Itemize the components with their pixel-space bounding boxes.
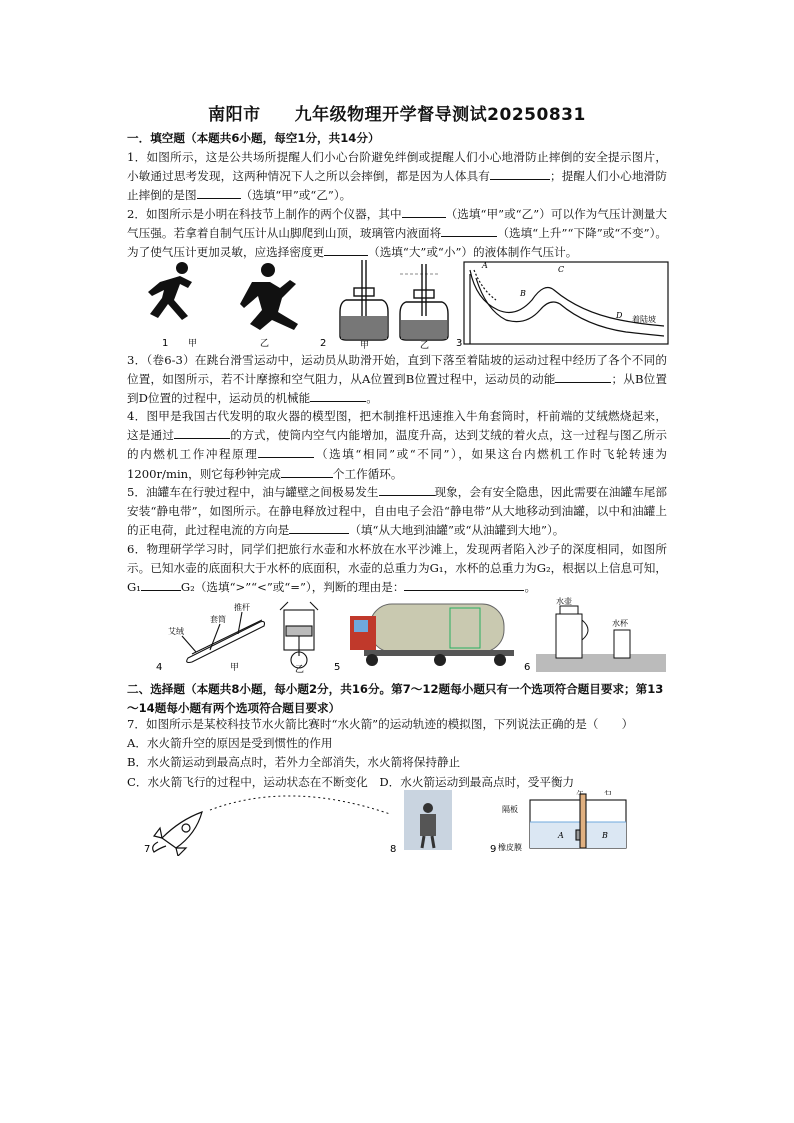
question-6: 6．物理研学学习时，同学们把旅行水壶和水杯放在水平沙滩上，发现两者陷入沙子的深度相同，如图所示。已知水壶的底面积大于水杯的底面积，水壶的总重力为G₁，水杯的总重力为G₂，根据以上信息可知，G₁ G₂（选填“>”“<”或“=”），判断的理由是： 。 xyxy=(127,542,667,595)
title-main: 九年级物理开学督导测试20250831 xyxy=(294,105,586,125)
fig3-number: 3 xyxy=(456,338,463,349)
figures-4-5-6 xyxy=(150,596,670,678)
answer-blank[interactable] xyxy=(310,389,366,402)
fig4-jia-label: 甲 xyxy=(230,663,240,673)
fig2-jia-label: 甲 xyxy=(360,341,370,350)
fig4-number: 4 xyxy=(156,662,163,673)
answer-blank[interactable] xyxy=(404,578,524,591)
section1-heading: 一．填空题（本题共6小题，每空1分，共14分） xyxy=(127,131,380,145)
question-4: 4．图甲是我国古代发明的取火器的模型图，把木制推杆迅速推入牛角套筒时，杆前端的艾绒燃烧起来，这是通过 的方式，使筒内空气内能增加，温度升高，达到艾绒的着火点，这一过程与图乙所示的内燃机工作冲程原理 （选填“相同”或“不同”），如果这台内燃机工作时飞轮转速为1200r/min，则它每秒钟完成 个工作循环。 xyxy=(127,409,667,481)
question-2: 2．如图所示是小明在科技节上制作的两个仪器，其中 （选填“甲”或“乙”）可以作为气压计测量大气压强。若拿着自制气压计从山脚爬到山顶，玻璃管内液面将 （选填“上升”“下降”或“不变”）。为了使气压计更加灵敏，应选择密度更 （选填“大”或“小”）的液体制作气压计。 xyxy=(127,207,667,260)
barometer-jia-icon xyxy=(340,260,388,340)
fig4-rod-label: 推杆 xyxy=(234,603,250,612)
fig2-number: 2 xyxy=(320,338,327,349)
fig4-moxa-label: 艾绒 xyxy=(168,627,184,636)
question-7: 7．如图所示是某校科技节水火箭比赛时“水火箭”的运动轨迹的模拟图，下列说法正确的是（ ） A．水火箭升空的原因是受到惯性的作用 B．水火箭运动到最高点时，若外力全部消失，水火箭将保持静止 C．水火箭飞行的过程中，运动状态在不断变化 D．水火箭运动到最高点时，受平衡力 xyxy=(127,715,667,792)
question-3: 3．（卷6-3）在跳台滑雪运动中，运动员从助滑开始，直到下落至着陆坡的运动过程中经历了各个不同的位置，如图所示，若不计摩擦和空气阻力，从A位置到B位置过程中，运动员的动能 ；从B位置到D位置的过程中，运动员的机械能 。 xyxy=(127,353,667,406)
fig5-number: 5 xyxy=(334,662,341,673)
answer-blank[interactable] xyxy=(402,205,446,218)
figure-row-7-9 xyxy=(140,790,670,856)
tanker-truck-icon xyxy=(350,604,514,666)
title-city: 南阳市 xyxy=(208,105,261,125)
fig1-jia-label: 甲 xyxy=(188,339,198,349)
answer-blank[interactable] xyxy=(197,186,241,199)
fig9-left-label: 左 xyxy=(576,790,584,796)
ski-jump-diagram xyxy=(464,262,668,344)
skier-photo-icon xyxy=(404,790,452,850)
answer-blank[interactable] xyxy=(289,521,349,534)
fig8-number: 8 xyxy=(390,844,397,855)
fig4-yi-label: 乙 xyxy=(295,665,305,675)
fig6-kettle-label: 水壶 xyxy=(556,597,572,606)
answer-blank[interactable] xyxy=(555,370,611,383)
fig3-label-b: B xyxy=(520,289,526,298)
fig7-number: 7 xyxy=(144,844,151,855)
figure-row-4-6 xyxy=(150,596,670,678)
fig9-board-label: 隔板 xyxy=(502,805,518,814)
fig3-label-a: A xyxy=(482,261,488,270)
thermometer-yi-icon xyxy=(400,264,448,340)
fig1-yi-label: 乙 xyxy=(260,339,270,349)
fig1-number: 1 xyxy=(162,338,169,349)
question-5: 5．油罐车在行驶过程中，油与罐壁之间极易发生 现象，会有安全隐患，因此需要在油罐车尾部安装“静电带”，如图所示。在静电释放过程中，自由电子会沿“静电带”从大地移动到油罐，以中和油罐上的正电荷，此过程电流的方向是 （填“从大地到油罐”或“从油罐到大地”）。 xyxy=(127,485,667,538)
answer-blank[interactable] xyxy=(379,483,435,496)
answer-blank[interactable] xyxy=(490,167,550,180)
rocket-trajectory xyxy=(210,796,390,814)
water-rocket-icon xyxy=(153,812,202,856)
fig2-yi-label: 乙 xyxy=(420,341,430,350)
figure-row-1-3 xyxy=(140,260,670,350)
option-b[interactable]: B．水火箭运动到最高点时，若外力全部消失，水火箭将保持静止 xyxy=(127,755,461,770)
tripping-figure-icon xyxy=(148,262,192,320)
answer-blank[interactable] xyxy=(141,578,181,591)
partition-container-diagram xyxy=(530,794,626,848)
answer-blank[interactable] xyxy=(324,243,368,256)
fig3-label-c: C xyxy=(558,265,565,274)
fig6-number: 6 xyxy=(524,662,531,673)
engine-cylinder-icon xyxy=(280,602,318,668)
section2-heading: 二、选择题（本题共8小题，每小题2分，共16分。第7～12题每小题只有一个选项符合题目要求；第13～14题每小题有两个选项符合题目要求） xyxy=(127,682,664,715)
fig6-cup-label: 水杯 xyxy=(612,619,628,628)
figures-7-8-9 xyxy=(140,790,670,856)
fig9-film-label: 橡皮膜 xyxy=(498,843,522,852)
answer-blank[interactable] xyxy=(258,445,314,458)
option-a[interactable]: A．水火箭升空的原因是受到惯性的作用 xyxy=(127,736,333,751)
page-title xyxy=(0,100,794,125)
fig9-number: 9 xyxy=(490,844,497,855)
answer-blank[interactable] xyxy=(281,465,333,478)
fig3-label-d: D xyxy=(616,311,623,320)
figures-1-2-3 xyxy=(140,260,670,350)
answer-blank[interactable] xyxy=(174,426,230,439)
answer-blank[interactable] xyxy=(441,224,497,237)
question-1: 1．如图所示，这是公共场所提醒人们小心台阶避免绊倒或提醒人们小心地滑防止摔倒的安全提示图片，小敏通过思考发现，这两种情况下人之所以会摔倒，都是因为人体具有 ；提醒人们小心地滑防止摔倒的是图 （选填“甲”或“乙”）。 xyxy=(127,150,667,203)
fig9-label-b: B xyxy=(602,831,608,840)
kettle-cup-diagram xyxy=(536,606,666,672)
slipping-figure-icon xyxy=(240,263,298,330)
fig3-slope-label: 着陆坡 xyxy=(632,315,656,324)
fig9-label-a: A xyxy=(558,831,564,840)
option-c[interactable]: C．水火箭飞行的过程中，运动状态在不断变化 xyxy=(127,774,368,789)
fig9-right-label: 右 xyxy=(604,790,612,796)
option-d[interactable]: D．水火箭运动到最高点时，受平衡力 xyxy=(379,774,575,789)
fig4-sleeve-label: 套筒 xyxy=(210,615,226,624)
